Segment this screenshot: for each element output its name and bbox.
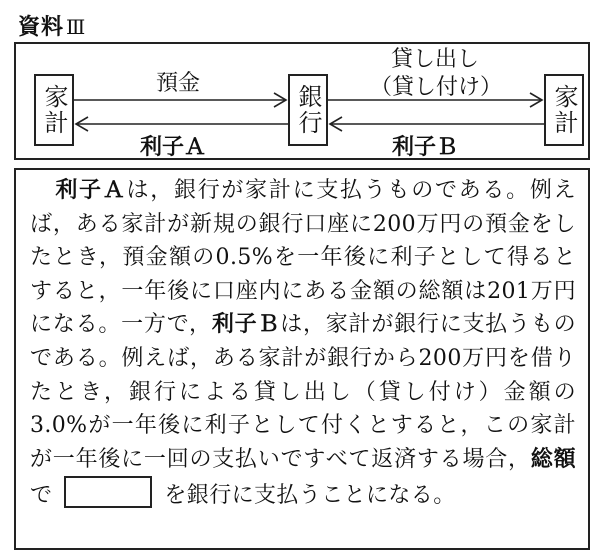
sentence-interest-a: は，銀行が家計に支払うものである。例えば，ある家計が新規の銀行口座に200万円の預金をしたとき，預金額の0.5%を一年後に利子として得るとすると，一年後に口座内にある金額の総額は201万円になる。一方で， <box>30 178 576 338</box>
sentence-total-mid: で <box>30 483 53 509</box>
title-main: 資料 <box>18 15 65 40</box>
interest-b-term: 利子Ｂ <box>211 312 281 338</box>
interest-b-label: 利子Ｂ <box>392 135 459 160</box>
interest-a-label: 利子Ａ <box>140 135 207 160</box>
explanation-box <box>14 168 590 550</box>
total-term: 総額 <box>530 446 576 472</box>
material-title <box>18 10 86 41</box>
sentence-total-end: を銀行に支払うことになる。 <box>164 483 456 509</box>
flow-diagram <box>14 42 590 160</box>
loan-label-line1: 貸し出し <box>391 47 480 72</box>
loan-label-line2: （貸し付け） <box>370 75 503 100</box>
sentence-interest-b: は，家計が銀行に支払うものである。例えば，ある家計が銀行から200万円を借りたとき，銀行による貸し出し（貸し付け）金額の3.0%が一年後に利子として付くとすると，この家計が一年後に一回の支払いですべて返済する場合， <box>30 312 577 472</box>
interest-a-term: 利子Ａ <box>54 178 127 203</box>
deposit-label: 預金 <box>156 71 201 96</box>
title-numeral: Ⅲ <box>66 15 87 39</box>
bank-node: 銀行 <box>288 74 328 146</box>
explanation-paragraph <box>30 174 576 513</box>
household-right-node: 家計 <box>544 74 584 146</box>
household-left-node: 家計 <box>34 74 74 146</box>
answer-blank-box <box>64 476 152 508</box>
